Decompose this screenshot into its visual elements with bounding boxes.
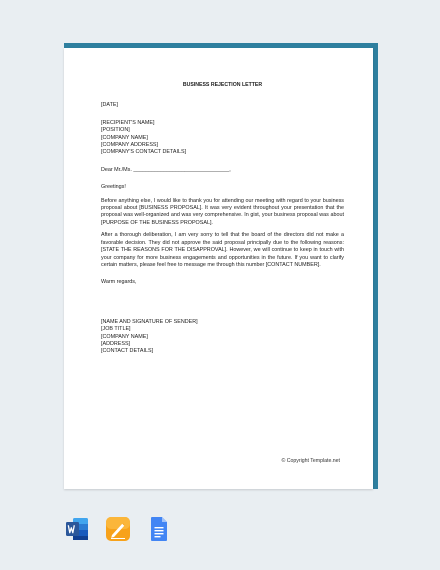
body-paragraph: After a thorough deliberation, I am very sorry to tell that the board of the directors did not make a favorable decision. They did not approve the said proposal principally due to the following reasons: [STATE THE REASONS FOR THE DISAPPROVAL]. However, we will continue to keep in touch with your company for more business engagements and opportunities in the future. If you want to clarify certain matters, please feel free to message me through this number [CONTACT NUMBER]. xyxy=(101,232,344,268)
salutation-text: Dear Mr./Ms. ________________________________, xyxy=(101,166,231,173)
salutation xyxy=(101,167,344,174)
date-line xyxy=(101,102,344,109)
greeting xyxy=(101,184,344,191)
closing xyxy=(101,279,344,286)
signature-space xyxy=(101,297,344,319)
sender-line: [COMPANY NAME] xyxy=(101,333,148,340)
document-preview xyxy=(64,48,373,489)
greeting-text: Greetings! xyxy=(101,184,126,191)
sender-line: [NAME AND SIGNATURE OF SENDER] xyxy=(101,318,198,325)
sender-block xyxy=(101,319,344,356)
document-title: BUSINESS REJECTION LETTER xyxy=(182,82,263,88)
sender-line: [CONTACT DETAILS] xyxy=(101,348,154,355)
document-content xyxy=(101,82,344,366)
date-text: [DATE] xyxy=(101,102,118,109)
copyright-text: © Copyright Template.net xyxy=(281,458,340,464)
sender-line: [JOB TITLE] xyxy=(101,326,131,333)
recipient-line: [RECIPIENT'S NAME] xyxy=(101,119,155,126)
recipient-line: [COMPANY NAME] xyxy=(101,134,148,141)
recipient-line: [COMPANY'S CONTACT DETAILS] xyxy=(101,149,187,156)
recipient-block xyxy=(101,120,344,157)
recipient-line: [COMPANY ADDRESS] xyxy=(101,142,159,149)
microsoft-word-icon[interactable] xyxy=(64,516,90,542)
recipient-line: [POSITION] xyxy=(101,127,130,134)
closing-text: Warm regards, xyxy=(101,279,137,286)
body-paragraph: Before anything else, I would like to thank you for attending our meeting with regard to your business proposal about [BUSINESS PROPOSAL]. It was very evident throughout your presentation that the proposal was well-organized and was very comprehensive. In gist, your business proposal was about [PURPOSE OF THE BUSINESS PROPOSAL]. xyxy=(101,197,344,226)
sender-line: [ADDRESS] xyxy=(101,340,131,347)
google-docs-icon[interactable] xyxy=(146,516,172,542)
apple-pages-icon[interactable] xyxy=(105,516,131,542)
